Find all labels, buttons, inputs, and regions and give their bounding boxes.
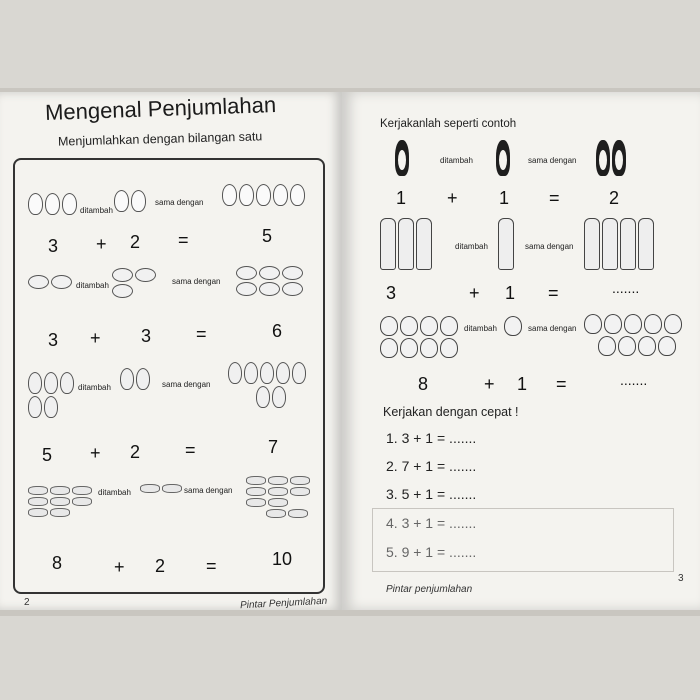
fish-icon [50,497,70,506]
kid-group-4 [584,218,674,270]
onion-icon [624,314,642,334]
penguin-group-1 [395,140,415,176]
onion-icon [598,336,616,356]
onion-icon [604,314,622,334]
answer-blank[interactable]: ....... [612,280,640,296]
addend-a: 8 [52,553,63,573]
kid-icon [602,218,618,270]
addend-b: 1 [517,374,528,394]
egg-group-2 [120,368,160,390]
addend-b: 1 [505,283,516,303]
onion-group-9 [584,314,684,356]
chick-icon [62,193,77,215]
onion-icon [420,338,438,358]
addend-a: 3 [386,283,397,303]
penguin-group-1b [496,140,516,176]
fish-icon [50,486,70,495]
rabbit-icon [236,266,257,280]
fish-icon [288,509,308,518]
rabbit-group-3 [28,275,78,289]
plus-word: ditambah [78,383,111,392]
sum-result: 5 [262,226,273,246]
chick-icon [222,184,237,206]
chick-icon [290,184,305,206]
addend-a: 1 [396,188,407,208]
addend-b: 2 [155,556,166,576]
onion-icon [380,316,398,336]
fish-icon [268,476,288,485]
egg-icon [44,396,58,418]
fish-icon [28,486,48,495]
chick-group-3 [28,193,78,215]
rabbit-icon [135,268,156,282]
equals-word: sama dengan [172,277,221,286]
penguin-icon [596,140,610,176]
egg-icon [60,372,74,394]
addend-b: 2 [130,232,141,252]
addend-a: 5 [42,445,53,465]
onion-icon [440,338,458,358]
chick-icon [45,193,60,215]
sum-result: 2 [609,188,620,208]
chick-icon [239,184,254,206]
fish-icon [290,487,310,496]
egg-icon [136,368,150,390]
onion-icon [638,336,656,356]
kid-icon [620,218,636,270]
equals-word: sama dengan [525,242,574,251]
fish-icon [246,487,266,496]
chick-icon [273,184,288,206]
penguin-icon [496,140,510,176]
rabbit-icon [259,266,280,280]
equals-sign: = [548,283,559,303]
page-title: Mengenal Penjumlahan [44,91,277,126]
egg-icon [256,386,270,408]
rabbit-icon [259,282,280,296]
egg-group-7 [228,362,318,408]
egg-icon [272,386,286,408]
plus-word: ditambah [98,488,131,497]
fish-group-2 [140,484,186,493]
plus-word: ditambah [80,206,113,215]
onion-icon [618,336,636,356]
penguin-icon [612,140,626,176]
fish-icon [268,498,288,507]
rabbit-icon [28,275,49,289]
plus-sign: + [90,328,101,348]
fish-icon [28,508,48,517]
fish-icon [290,476,310,485]
rabbit-icon [51,275,72,289]
egg-group-5 [28,372,78,418]
answer-blank[interactable]: ....... [620,372,648,388]
onion-icon [664,314,682,334]
onion-icon [380,338,398,358]
plus-sign: + [90,443,101,463]
penguin-icon [395,140,409,176]
fish-icon [246,498,266,507]
fish-icon [268,487,288,496]
onion-group-8 [380,316,464,358]
chick-group-2 [114,190,150,212]
kid-icon [498,218,514,270]
exercise-item[interactable]: 2. 7 + 1 = ....... [386,458,477,474]
rabbit-group-6 [236,266,320,296]
onion-group-1 [504,316,526,336]
equals-sign: = [196,324,207,344]
rabbit-icon [236,282,257,296]
exercise-item[interactable]: 5. 9 + 1 = ....... [386,544,477,560]
rabbit-icon [282,266,303,280]
fish-icon [72,497,92,506]
equals-word: sama dengan [155,198,204,207]
equals-word: sama dengan [162,380,211,389]
onion-icon [440,316,458,336]
fish-icon [162,484,182,493]
fish-icon [28,497,48,506]
egg-icon [292,362,306,384]
rabbit-icon [282,282,303,296]
onion-icon [504,316,522,336]
quick-exercise-title: Kerjakan dengan cepat ! [383,405,519,419]
kid-group-3 [380,218,452,270]
fish-group-10 [246,476,318,518]
page-subtitle: Menjumlahkan dengan bilangan satu [57,129,263,149]
chick-icon [28,193,43,215]
kid-icon [416,218,432,270]
fish-group-8 [28,486,98,517]
equals-sign: = [549,188,560,208]
rabbit-icon [112,284,133,298]
equals-word: sama dengan [528,324,577,333]
egg-icon [28,396,42,418]
equals-sign: = [185,440,196,460]
plus-sign: + [114,557,125,577]
plus-word: ditambah [455,242,488,251]
exercise-item[interactable]: 4. 3 + 1 = ....... [386,515,477,531]
egg-icon [228,362,242,384]
penguin-group-2 [596,140,636,176]
chick-group-5 [222,184,312,206]
egg-icon [276,362,290,384]
kid-group-1 [498,218,520,270]
exercise-item[interactable]: 1. 3 + 1 = ....... [386,430,477,446]
chick-icon [256,184,271,206]
fish-icon [72,486,92,495]
egg-icon [260,362,274,384]
addend-a: 3 [48,236,59,256]
equals-sign: = [556,374,567,394]
kid-icon [638,218,654,270]
onion-icon [400,316,418,336]
chick-icon [114,190,129,212]
equals-word: sama dengan [528,156,577,165]
plus-sign: + [484,374,495,394]
plus-sign: + [96,234,107,254]
plus-sign: + [469,283,480,303]
egg-icon [244,362,258,384]
kid-icon [380,218,396,270]
fish-icon [246,476,266,485]
page-footer: Pintar penjumlahan [386,584,473,595]
instruction-text: Kerjakanlah seperti contoh [380,118,517,130]
fish-icon [266,509,286,518]
chick-icon [131,190,146,212]
egg-icon [44,372,58,394]
onion-icon [658,336,676,356]
plus-word: ditambah [440,156,473,165]
plus-word: ditambah [464,324,497,333]
onion-icon [400,338,418,358]
equals-word: sama dengan [184,486,233,495]
fish-icon [50,508,70,517]
egg-icon [28,372,42,394]
onion-icon [644,314,662,334]
sum-result: 6 [272,321,283,341]
kid-icon [584,218,600,270]
sum-result: 10 [272,549,293,569]
fish-icon [140,484,160,493]
addend-b: 3 [141,326,152,346]
exercise-item[interactable]: 3. 5 + 1 = ....... [386,486,477,502]
equals-sign: = [178,230,189,250]
page-number: 3 [678,573,684,584]
plus-sign: + [447,188,458,208]
egg-icon [120,368,134,390]
equals-sign: = [206,556,217,576]
addend-a: 3 [48,330,59,350]
page-number: 2 [24,597,30,608]
addend-b: 1 [499,188,510,208]
sum-result: 7 [268,437,279,457]
onion-icon [420,316,438,336]
rabbit-icon [112,268,133,282]
addend-a: 8 [418,374,429,394]
onion-icon [584,314,602,334]
plus-word: ditambah [76,281,109,290]
kid-icon [398,218,414,270]
rabbit-group-3b [112,268,172,298]
page-footer: Pintar Penjumlahan [239,595,328,612]
addend-b: 2 [130,442,141,462]
